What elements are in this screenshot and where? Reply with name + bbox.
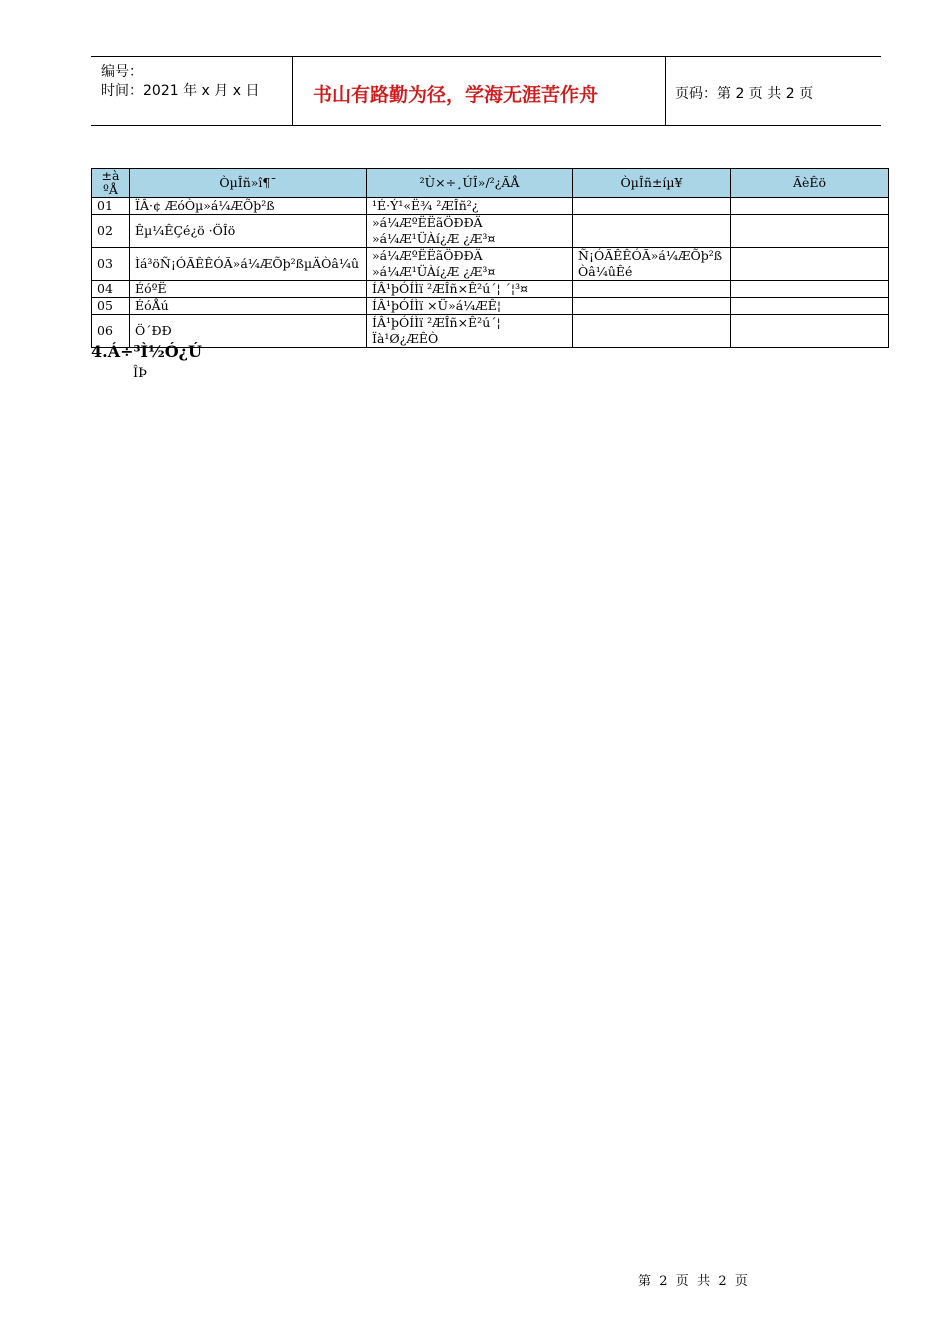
col-header-activity: ÒµÎñ»î¶¯ xyxy=(130,169,367,198)
cell-description xyxy=(731,215,889,248)
header-info-cell xyxy=(91,57,293,125)
cell-number: 03 xyxy=(92,248,130,281)
cell-number: 01 xyxy=(92,198,130,215)
page-header xyxy=(91,56,881,126)
table-row xyxy=(92,315,889,348)
header-motto: 书山有路勤为径，学海无涯苦作舟 xyxy=(313,84,599,106)
section-subtitle: ÎÞ xyxy=(133,366,147,381)
header-motto-cell xyxy=(293,57,666,125)
cell-form xyxy=(573,198,731,215)
cell-description xyxy=(731,315,889,348)
cell-number: 02 xyxy=(92,215,130,248)
header-page-number: 页码：第 2 页 共 2 页 xyxy=(675,86,814,102)
cell-number: 06 xyxy=(92,315,130,348)
cell-activity: ÉóºË xyxy=(130,281,367,298)
cell-description xyxy=(731,298,889,315)
cell-form xyxy=(573,298,731,315)
table-row xyxy=(92,298,889,315)
table-header-row xyxy=(92,169,889,198)
cell-activity: Ö´ÐÐ xyxy=(130,315,367,348)
cell-number: 04 xyxy=(92,281,130,298)
col-header-form: ÒµÎñ±íµ¥ xyxy=(573,169,731,198)
document-number-label: 编号： xyxy=(101,64,143,80)
cell-department: »á¼ÆºËËãÖÐÐÄ »á¼Æ¹ÜÀí¿Æ ¿Æ³¤ xyxy=(367,248,573,281)
section-title: 4.Á÷³Ì½Ó¿Ú xyxy=(91,342,202,361)
cell-activity: ÏÂ·¢ ÆóÒµ»á¼ÆÕþ²ß xyxy=(130,198,367,215)
document-time-label: 时间：2021 年 x 月 x 日 xyxy=(101,83,260,99)
cell-activity: Êµ¼ÊÇé¿ö ·ÖÎö xyxy=(130,215,367,248)
col-header-number: ±à ºÅ xyxy=(92,169,130,198)
table-row xyxy=(92,215,889,248)
cell-department: »á¼ÆºËËãÖÐÐÄ »á¼Æ¹ÜÀí¿Æ ¿Æ³¤ xyxy=(367,215,573,248)
page-footer: 第 2 页 共 2 页 xyxy=(638,1274,748,1289)
cell-form xyxy=(573,281,731,298)
header-page-cell xyxy=(666,57,881,125)
cell-activity: ÉóÅú xyxy=(130,298,367,315)
cell-description xyxy=(731,198,889,215)
cell-activity: Ìá³öÑ¡ÓÃÊÊÓÃ»á¼ÆÕþ²ßµÄÒâ¼û xyxy=(130,248,367,281)
cell-description xyxy=(731,281,889,298)
cell-description xyxy=(731,248,889,281)
cell-form xyxy=(573,315,731,348)
cell-form: Ñ¡ÓÃÊÊÓÃ»á¼ÆÕþ²ß Òâ¼ûÊé xyxy=(573,248,731,281)
cell-department: ¹É·Ý¹«Ë¾ ²ÆÎñ²¿ xyxy=(367,198,573,215)
table-row xyxy=(92,198,889,215)
col-header-department: ²Ù×÷¸ÚÎ»/²¿ÃÅ xyxy=(367,169,573,198)
cell-number: 05 xyxy=(92,298,130,315)
col-header-description: ÃèÊö xyxy=(731,169,889,198)
process-table xyxy=(91,168,889,348)
table-row xyxy=(92,281,889,298)
cell-department: ÍÂ¹þÓÍÌï ×Ü»á¼ÆÊ¦ xyxy=(367,298,573,315)
table-row xyxy=(92,248,889,281)
cell-department: ÍÂ¹þÓÍÌï ²ÆÎñ×Ê²ú´¦ Ïà¹Ø¿ÆÊÒ xyxy=(367,315,573,348)
cell-department: ÍÂ¹þÓÍÌï ²ÆÎñ×Ê²ú´¦ ´¦³¤ xyxy=(367,281,573,298)
cell-form xyxy=(573,215,731,248)
